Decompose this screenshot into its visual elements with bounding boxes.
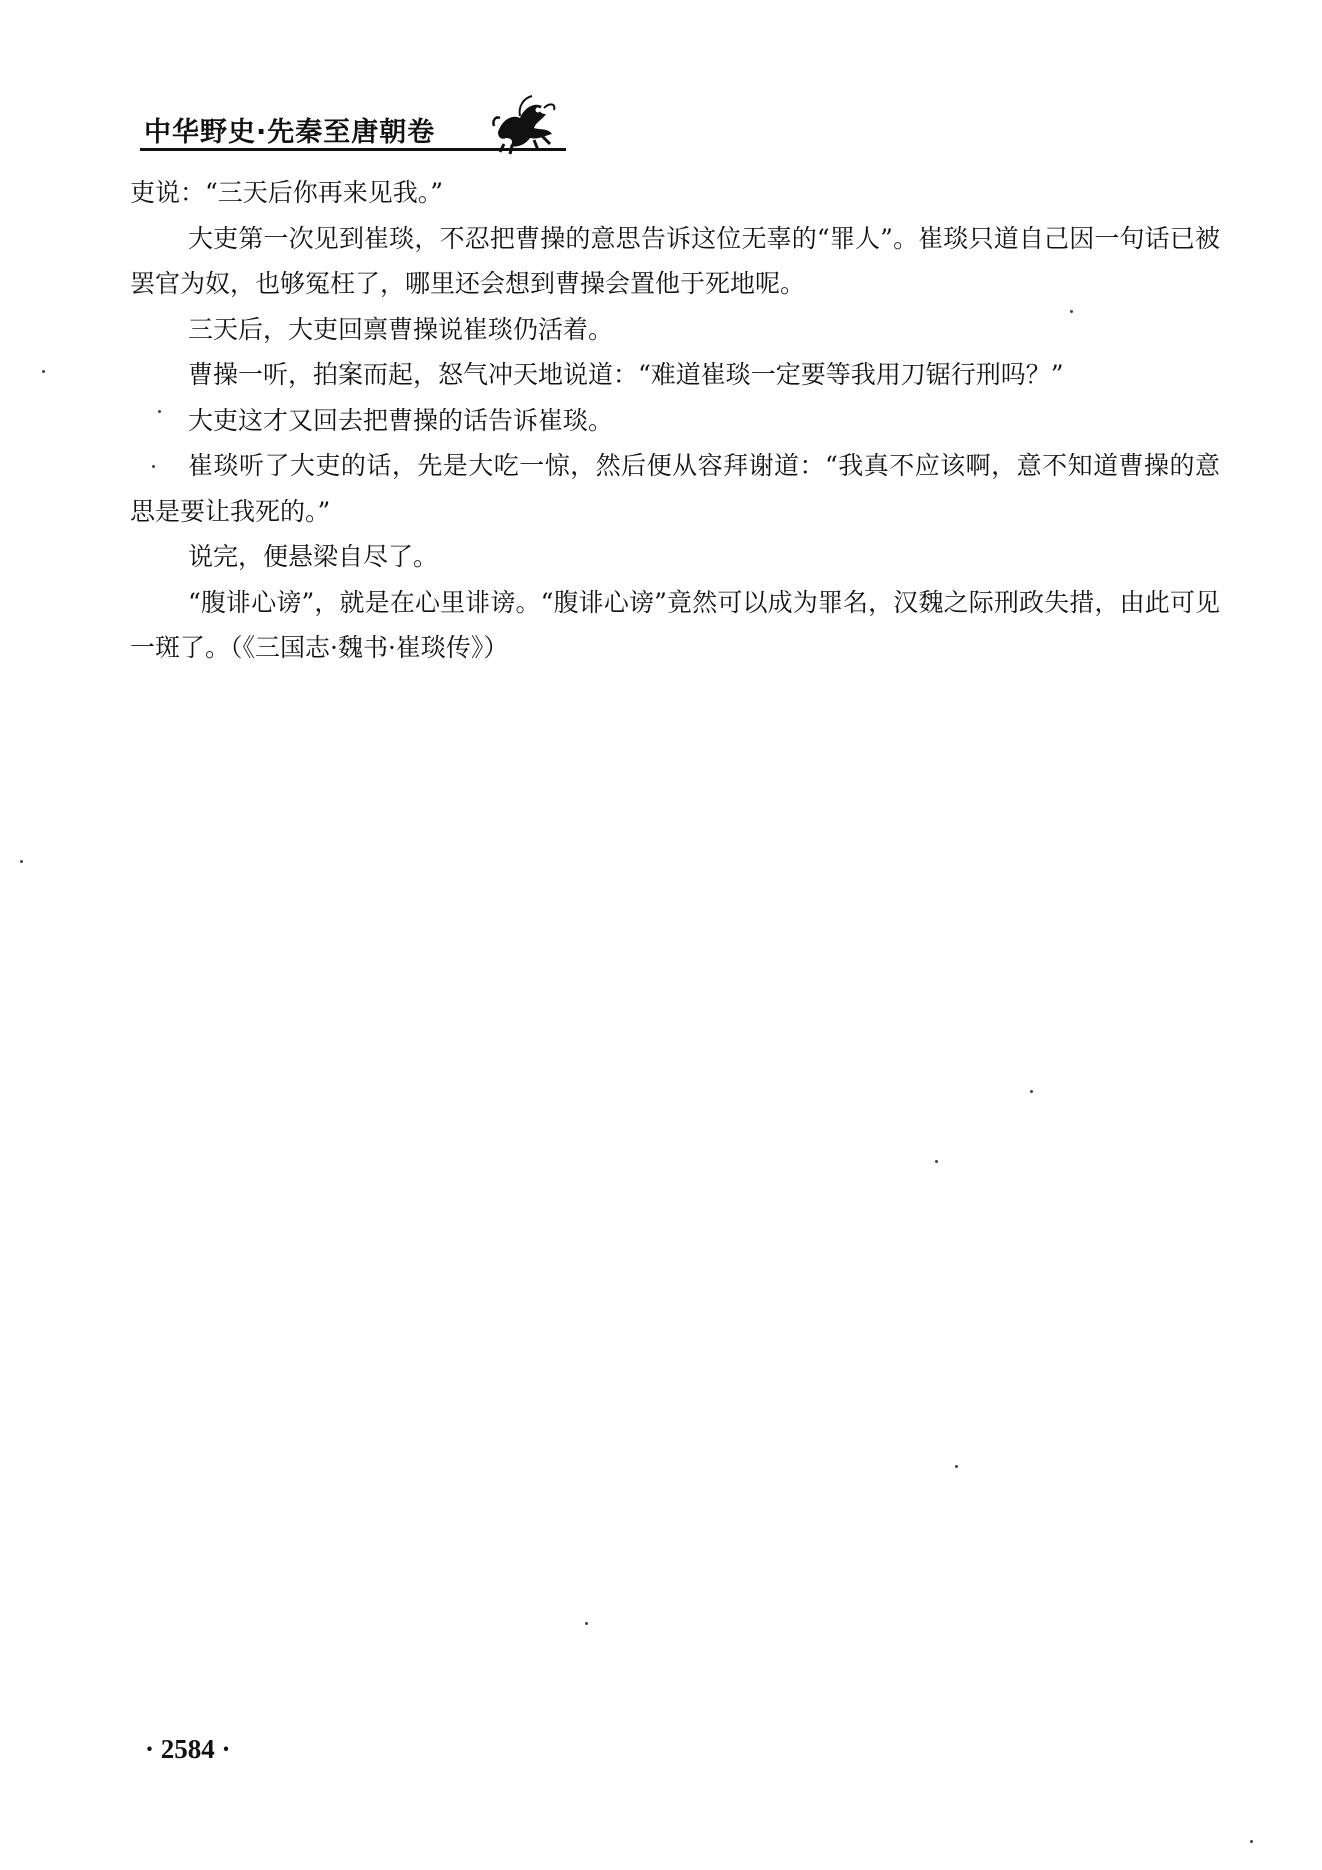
dragon-emblem-icon [490, 92, 560, 156]
scan-speck [1070, 310, 1073, 313]
paragraph: 说完，便悬梁自尽了。 [188, 542, 439, 571]
scan-speck [42, 370, 45, 373]
scan-speck [152, 465, 155, 468]
scan-speck [585, 1622, 588, 1625]
scan-speck [20, 860, 23, 863]
paragraph: “腹诽心谤”，就是在心里诽谤。“腹诽心谤”竟然可以成为罪名，汉魏之际刑政失措，由此可见一斑了。（《三国志·魏书·崔琰传》） [130, 587, 1220, 662]
paragraph: 三天后，大吏回禀曹操说崔琰仍活着。 [188, 314, 614, 344]
paragraph: 大吏第一次见到崔琰，不忍把曹操的意思告诉这位无辜的“罪人”。崔琰只道自己因一句话已被罢官为奴，也够冤枉了，哪里还会想到曹操会置他于死地呢。 [130, 223, 1220, 298]
scan-speck [955, 1465, 958, 1468]
scan-speck [158, 410, 161, 413]
paragraph: 崔琰听了大吏的话，先是大吃一惊，然后便从容拜谢道：“我真不应该啊，意不知道曹操的意思是要让我死的。” [130, 451, 1220, 526]
scan-speck [935, 1160, 938, 1163]
paragraph: 曹操一听，拍案而起，怒气冲天地说道：“难道崔琰一定要等我用刀锯行刑吗？” [188, 360, 1064, 389]
article-body [130, 170, 1220, 671]
paragraph: 大吏这才又回去把曹操的话告诉崔琰。 [188, 405, 614, 435]
scan-speck [1250, 1840, 1253, 1843]
page-number: · 2584 · [145, 1734, 231, 1764]
scan-speck [1030, 1090, 1033, 1093]
book-title: 中华野史·先秦至唐朝卷 [144, 117, 436, 148]
paragraph: 吏说：“三天后你再来见我。” [130, 178, 444, 207]
